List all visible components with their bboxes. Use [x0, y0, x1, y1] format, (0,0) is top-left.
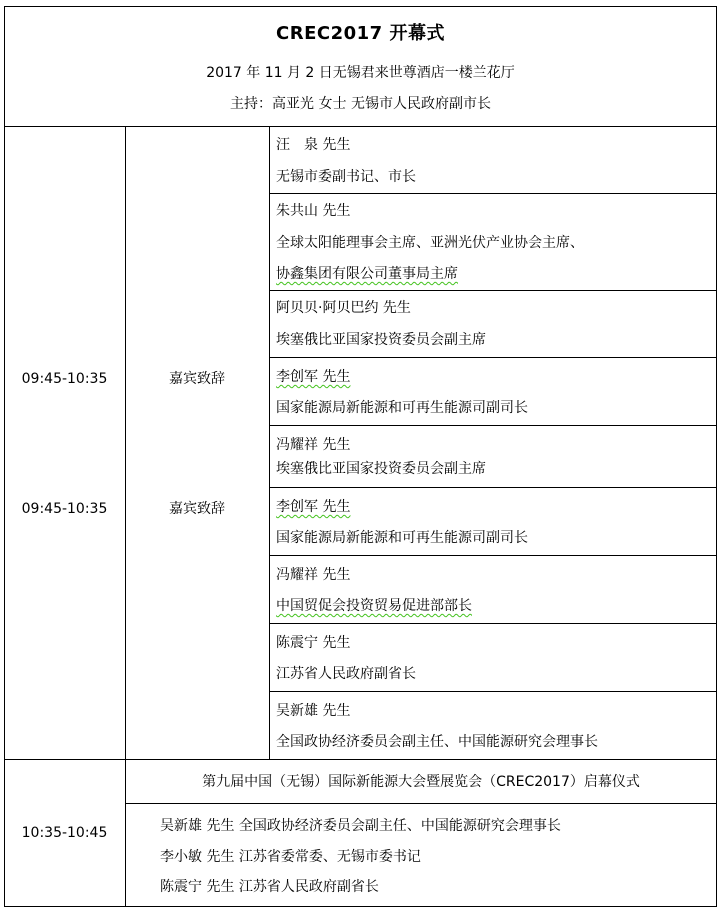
ceremony-title: 第九届中国（无锡）国际新能源大会暨展览会（CREC2017）启幕仪式 — [202, 774, 640, 790]
row-divider — [269, 623, 717, 624]
speaker-title: 江苏省人民政府副省长 — [276, 666, 416, 682]
speaker-title: 埃塞俄比亚国家投资委员会副主席 — [276, 461, 486, 477]
row-divider — [269, 691, 717, 692]
speaker-name: 朱共山 先生 — [276, 203, 351, 219]
row-divider — [269, 425, 717, 426]
agenda-title: CREC2017 开幕式 — [276, 23, 445, 44]
row-divider — [269, 555, 717, 556]
row-divider — [269, 487, 717, 488]
host-line: 主持：高亚光 女士 无锡市人民政府副市长 — [230, 96, 491, 112]
speaker-title: 全球太阳能理事会主席、亚洲光伏产业协会主席、 — [276, 235, 584, 251]
topic-cell: 嘉宾致辞 — [169, 371, 225, 387]
speaker-name: 李创军 先生 — [276, 369, 351, 385]
topic-cell: 嘉宾致辞 — [169, 501, 225, 517]
speaker-name: 阿贝贝·阿贝巴约 先生 — [276, 300, 411, 316]
speaker-title: 国家能源局新能源和可再生能源司副司长 — [276, 530, 528, 546]
time-slot: 10:35-10:45 — [21, 825, 108, 841]
speaker-title: 中国贸促会投资贸易促进部部长 — [276, 598, 472, 614]
ceremony-participant: 吴新雄 先生 全国政协经济委员会副主任、中国能源研究会理事长 — [160, 818, 561, 834]
speaker-title: 无锡市委副书记、市长 — [276, 169, 416, 185]
speaker-name: 李创军 先生 — [276, 499, 351, 515]
speaker-title: 埃塞俄比亚国家投资委员会副主席 — [276, 332, 486, 348]
time-slot: 09:45-10:35 — [21, 371, 108, 387]
row-divider — [269, 357, 717, 358]
speaker-title: 全国政协经济委员会副主任、中国能源研究会理事长 — [276, 734, 598, 750]
header-divider — [4, 126, 717, 127]
speaker-title: 协鑫集团有限公司董事局主席 — [276, 266, 458, 282]
speaker-name: 冯耀祥 先生 — [276, 567, 351, 583]
speaker-name: 冯耀祥 先生 — [276, 437, 351, 453]
speaker-name: 陈震宁 先生 — [276, 635, 351, 651]
ceremony-divider — [125, 803, 717, 804]
row-divider — [269, 290, 717, 291]
venue-line: 2017 年 11 月 2 日无锡君来世尊酒店一楼兰花厅 — [206, 65, 515, 81]
ceremony-participant: 李小敏 先生 江苏省委常委、无锡市委书记 — [160, 849, 421, 865]
row-divider — [269, 193, 717, 194]
speaker-name: 汪 泉 先生 — [276, 137, 351, 153]
ceremony-participant: 陈震宁 先生 江苏省人民政府副省长 — [160, 879, 379, 895]
speaker-name: 吴新雄 先生 — [276, 703, 351, 719]
speaker-title: 国家能源局新能源和可再生能源司副司长 — [276, 400, 528, 416]
time-slot: 09:45-10:35 — [21, 501, 108, 517]
section-divider — [4, 759, 717, 760]
topic-column-divider — [269, 126, 270, 759]
